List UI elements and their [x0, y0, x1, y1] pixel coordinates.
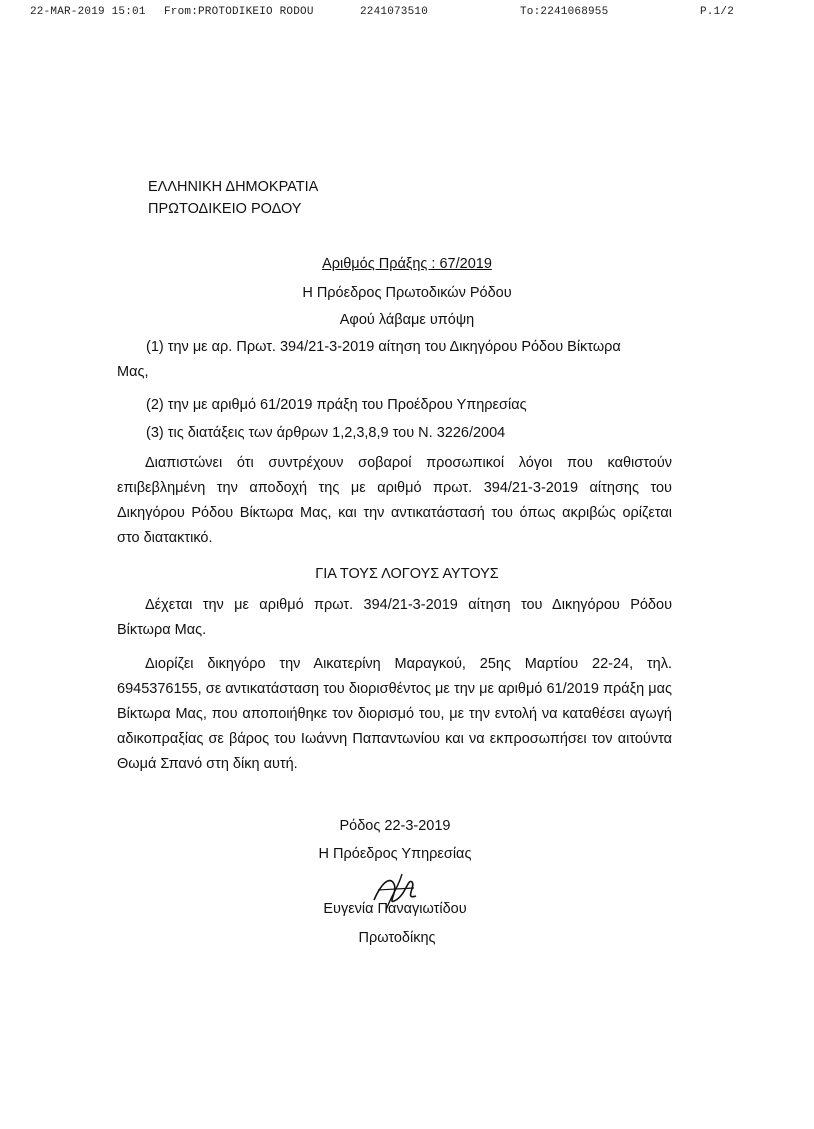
place-date: Ρόδος 22-3-2019 [339, 818, 451, 834]
item-1-continuation: Μας, [117, 364, 149, 380]
fax-to: To:2241068955 [520, 6, 609, 18]
act-number: Αριθμός Πράξης : 67/2019 [322, 256, 492, 272]
ruling-appoint-paragraph: Διορίζει δικηγόρο την Αικατερίνη Μαραγκού, 25ης Μαρτίου 22-24, τηλ. 6945376155, σε αντικατάσταση του διορισθέντος με την με αριθμό 61/2019 πράξη μας Βίκτωρα Μας, που αποποιήθηκε τον διορισμό του, με την εντολή να καταθέσει αγωγή αδικοπραξίας σε βάρος του Ιωάννη Παπαντωνίου και να εκπροσωπήσει τον αιτούντα Θωμά Σπανό στη δίκη αυτή. [117, 656, 672, 772]
signatory-name: Ευγενία Παναγιωτίδου [323, 901, 467, 917]
item-1: (1) την με αρ. Πρωτ. 394/21-3-2019 αίτηση του Δικηγόρου Ρόδου Βίκτωρα [146, 339, 621, 355]
item-3: (3) τις διατάξεις των άρθρων 1,2,3,8,9 του Ν. 3226/2004 [146, 425, 506, 441]
issuer-title: Η Πρόεδρος Πρωτοδικών Ρόδου [302, 285, 512, 301]
fax-from-number: 2241073510 [360, 6, 429, 18]
letterhead-court: ΠΡΩΤΟΔΙΚΕΙΟ ΡΟΔΟΥ [148, 201, 302, 217]
considering-heading: Αφού λάβαμε υπόψη [339, 312, 475, 328]
fax-from: From:PROTODIKEIO RODOU [164, 6, 314, 18]
signatory-title: Πρωτοδίκης [358, 930, 436, 946]
fax-page-number: P.1/2 [700, 6, 735, 18]
letterhead-country: ΕΛΛΗΝΙΚΗ ΔΗΜΟΚΡΑΤΙΑ [148, 179, 319, 195]
letterhead [148, 176, 318, 220]
signatory-role: Η Πρόεδρος Υπηρεσίας [318, 846, 472, 862]
finding-paragraph: Διαπιστώνει ότι συντρέχουν σοβαροί προσωπικοί λόγοι που καθιστούν επιβεβλημένη την αποδοχή της με αριθμό πρωτ. 394/21-3-2019 αίτησης του Δικηγόρου Ρόδου Βίκτωρα Μας, και την αντικατάστασή του όπως ακριβώς ορίζεται στο διατακτικό. [117, 455, 672, 546]
item-2: (2) την με αριθμό 61/2019 πράξη του Προέδρου Υπηρεσίας [146, 397, 527, 413]
fax-header [0, 6, 814, 22]
fax-datetime: 22-MAR-2019 15:01 [30, 6, 146, 18]
ruling-accept-paragraph: Δέχεται την με αριθμό πρωτ. 394/21-3-2019 αίτηση του Δικηγόρου Ρόδου Βίκτωρα Μας. [117, 597, 672, 638]
reasons-heading: ΓΙΑ ΤΟΥΣ ΛΟΓΟΥΣ ΑΥΤΟΥΣ [315, 566, 499, 582]
